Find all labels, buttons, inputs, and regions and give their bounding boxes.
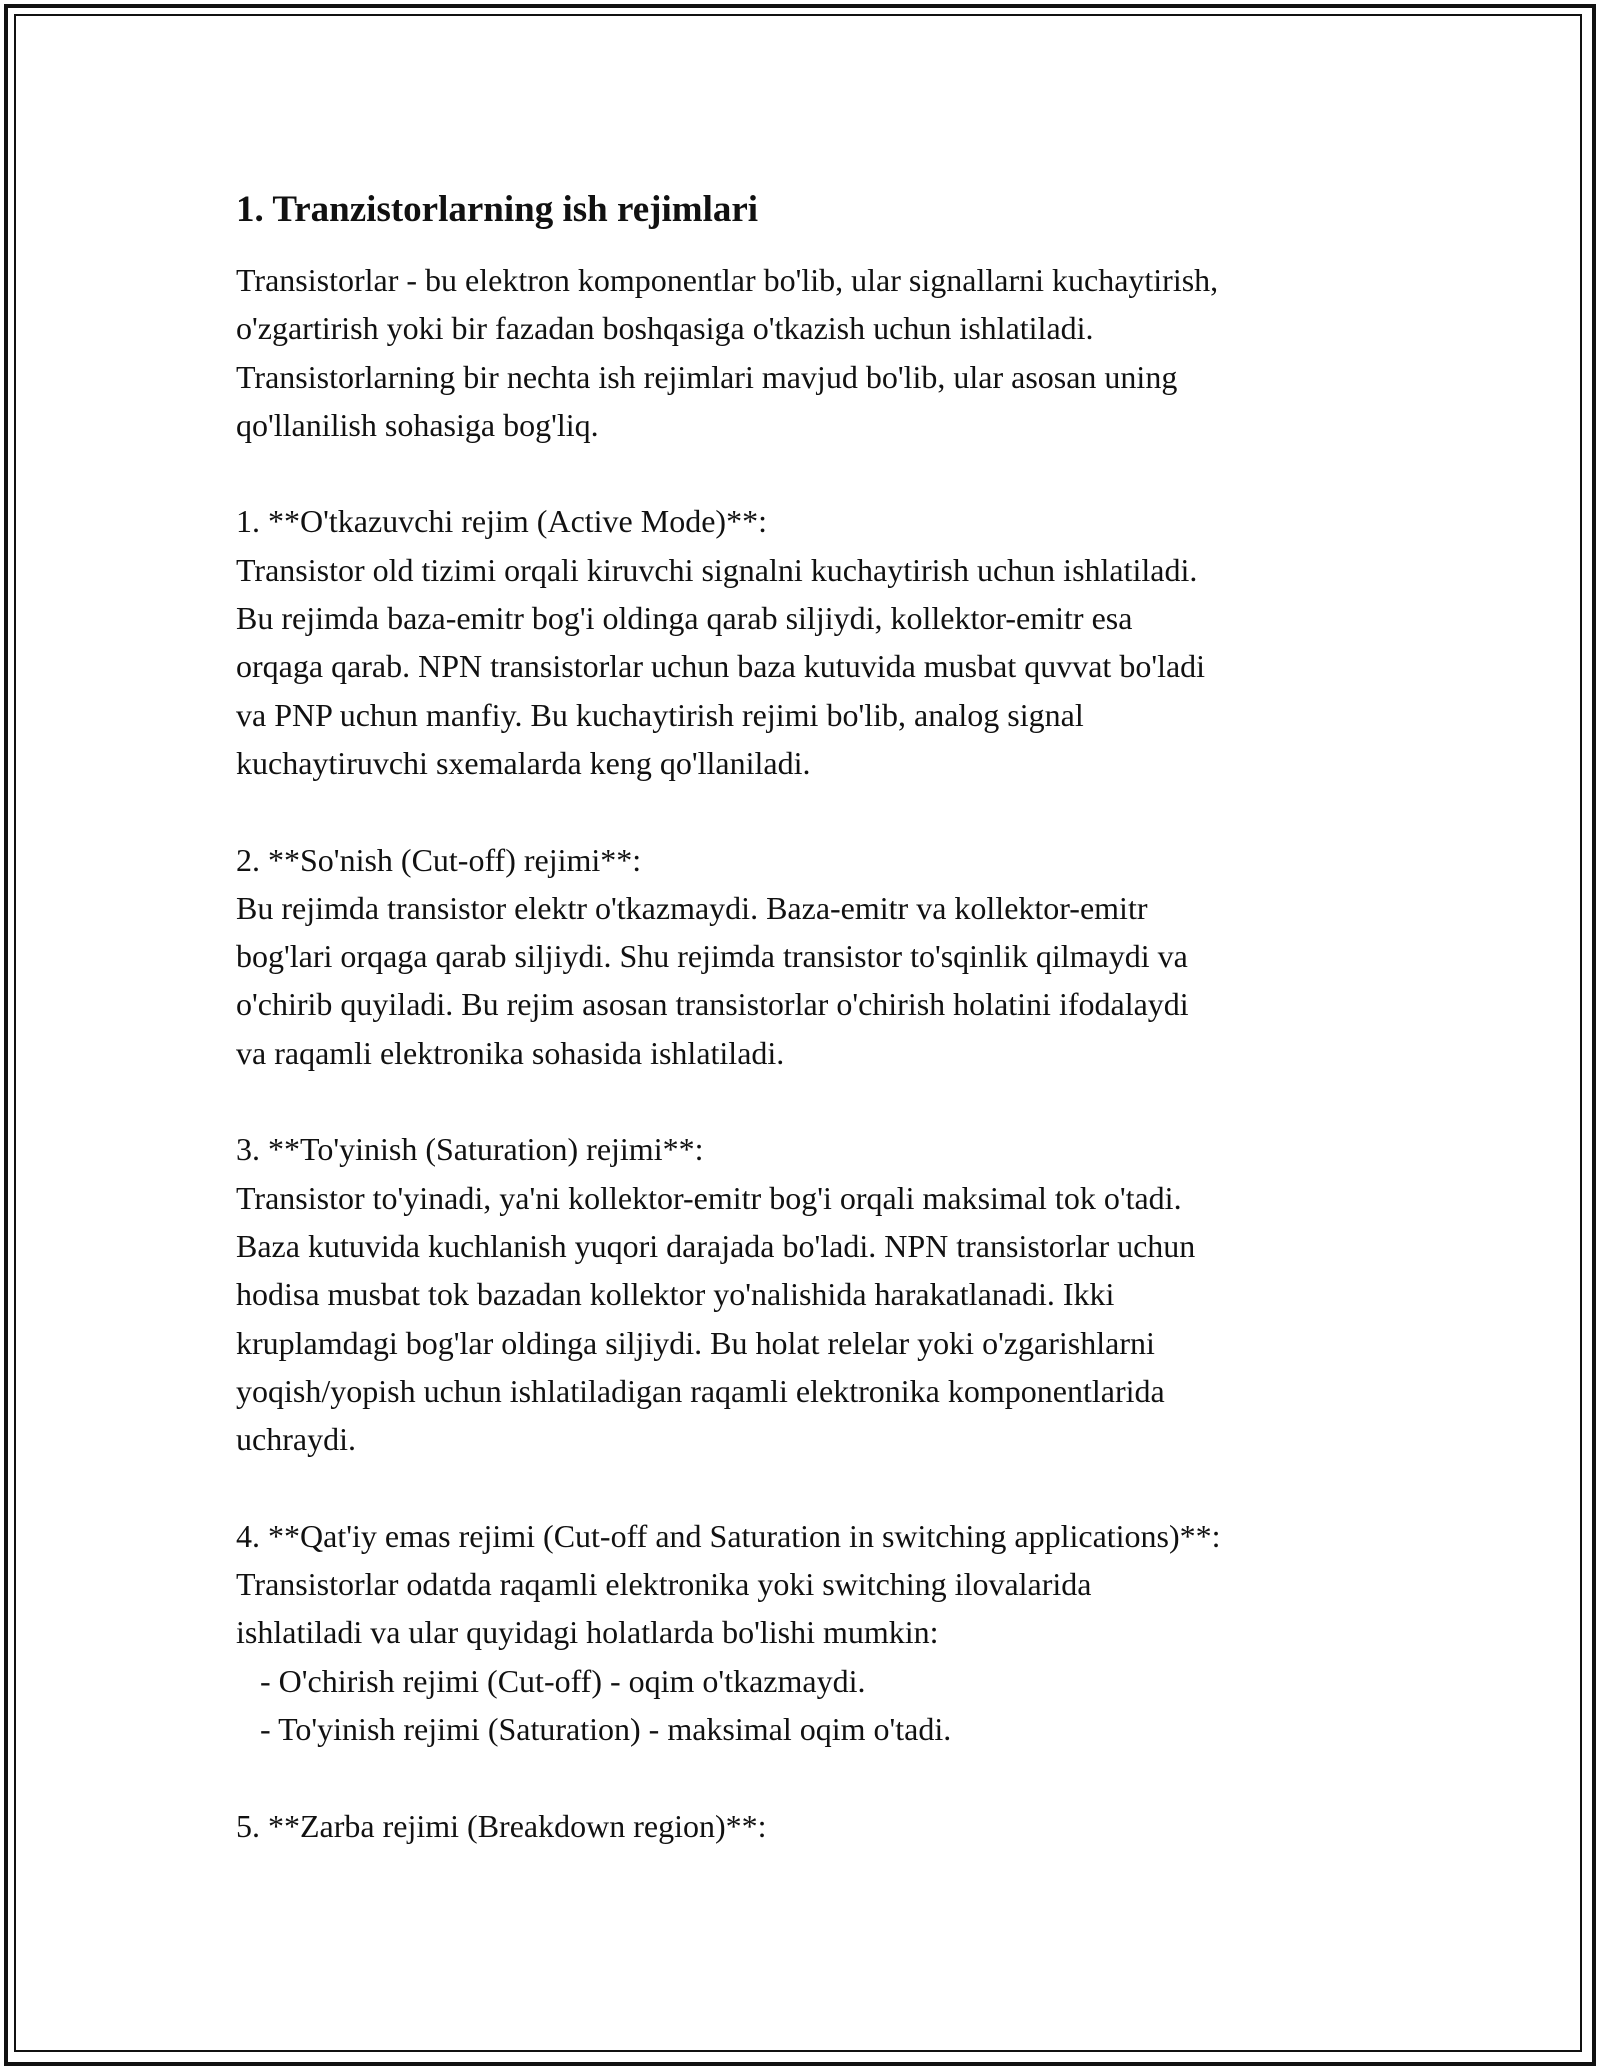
section-line: Transistor old tizimi orqali kiruvchi signalni kuchaytirish uchun ishlatiladi. [236,551,1198,588]
section-heading: 4. **Qat'iy emas rejimi (Cut-off and Saturation in switching applications)**: [236,1517,1221,1554]
section-line: kuchaytiruvchi sxemalarda keng qo'llaniladi. [236,744,811,781]
section-breakdown [236,1802,1416,1850]
list-item: - O'chirish rejimi (Cut-off) - oqim o'tkazmaydi. [236,1662,866,1699]
section-line: Bu rejimda transistor elektr o'tkazmaydi. Baza-emitr va kollektor-emitr [236,889,1148,926]
list-item: - To'yinish rejimi (Saturation) - maksimal oqim o'tadi. [236,1710,952,1747]
section-line: Bu rejimda baza-emitr bog'i oldinga qarab siljiydi, kollektor-emitr esa [236,600,1133,637]
section-line: Transistor to'yinadi, ya'ni kollektor-emitr bog'i orqali maksimal tok o'tadi. [236,1179,1182,1216]
intro-line: o'zgartirish yoki bir fazadan boshqasiga o'tkazish uchun ishlatiladi. [236,310,1094,347]
blank-line [236,1077,1416,1125]
document-body [236,186,1416,1850]
section-line: bog'lari orqaga qarab siljiydi. Shu rejimda transistor to'sqinlik qilmaydi va [236,938,1188,975]
blank-line [236,449,1416,497]
section-heading: 5. **Zarba rejimi (Breakdown region)**: [236,1807,767,1844]
section-line: Baza kutuvida kuchlanish yuqori darajada bo'ladi. NPN transistorlar uchun [236,1227,1196,1264]
section-line: Transistorlar odatda raqamli elektronika yoki switching ilovalarida [236,1566,1092,1603]
section-switching [236,1512,1416,1753]
section-cut-off [236,836,1416,1077]
section-line: yoqish/yopish uchun ishlatiladigan raqamli elektronika komponentlarida [236,1372,1165,1409]
section-heading: 3. **To'yinish (Saturation) rejimi**: [236,1131,704,1168]
section-line: va raqamli elektronika sohasida ishlatiladi. [236,1034,785,1071]
section-line: uchraydi. [236,1421,356,1458]
section-line: o'chirib quyiladi. Bu rejim asosan transistorlar o'chirish holatini ifodalaydi [236,986,1189,1023]
section-heading: 2. **So'nish (Cut-off) rejimi**: [236,841,642,878]
document-title: 1. Tranzistorlarning ish rejimlari [236,189,759,230]
section-line: orqaga qarab. NPN transistorlar uchun baza kutuvida musbat quvvat bo'ladi [236,648,1206,685]
intro-line: qo'llanilish sohasiga bog'liq. [236,406,599,443]
section-saturation [236,1125,1416,1463]
section-line: hodisa musbat tok bazadan kollektor yo'nalishida harakatlanadi. Ikki [236,1276,1115,1313]
intro-paragraph [236,256,1416,449]
section-heading: 1. **O'tkazuvchi rejim (Active Mode)**: [236,503,767,540]
blank-line [236,1463,1416,1511]
blank-line [236,787,1416,835]
section-line: va PNP uchun manfiy. Bu kuchaytirish rejimi bo'lib, analog signal [236,696,1084,733]
section-line: ishlatiladi va ular quyidagi holatlarda bo'lishi mumkin: [236,1614,939,1651]
section-line: kruplamdagi bog'lar oldinga siljiydi. Bu holat relelar yoki o'zgarishlarni [236,1324,1155,1361]
blank-line [236,1753,1416,1801]
section-active-mode [236,497,1416,787]
intro-line: Transistorlarning bir nechta ish rejimlari mavjud bo'lib, ular asosan uning [236,358,1178,395]
intro-line: Transistorlar - bu elektron komponentlar bo'lib, ular signallarni kuchaytirish, [236,262,1219,298]
